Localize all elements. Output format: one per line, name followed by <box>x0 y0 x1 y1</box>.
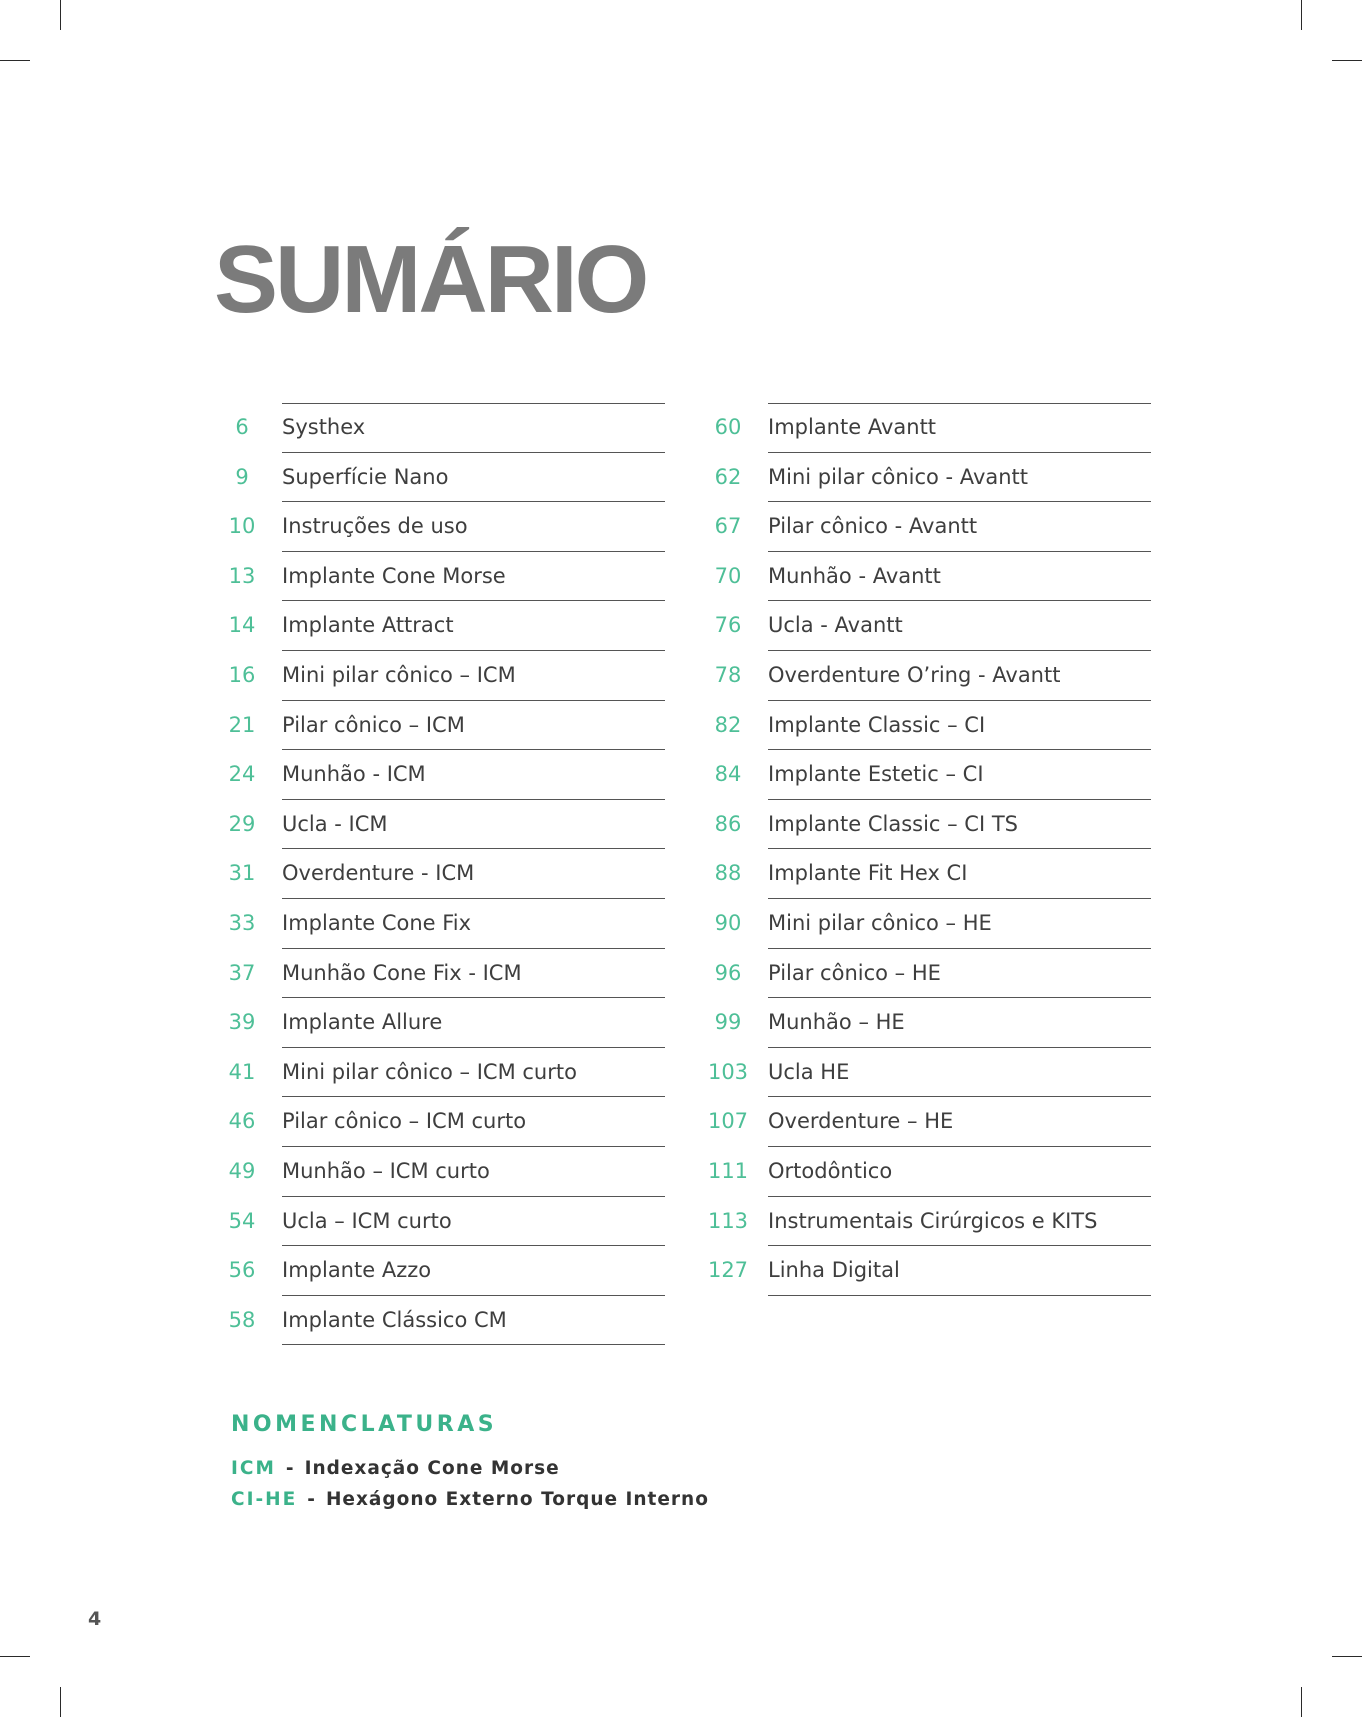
toc-page-number: 96 <box>714 960 742 985</box>
toc-page-number: 33 <box>228 910 256 935</box>
toc-page-number: 41 <box>228 1059 256 1084</box>
toc-entry-title: Implante Cone Fix <box>282 910 472 935</box>
nomenclature-description: Indexação Cone Morse <box>304 1458 560 1479</box>
toc-page-number: 78 <box>714 662 742 687</box>
toc-page-number: 14 <box>228 613 256 638</box>
toc-divider <box>282 1344 665 1345</box>
toc-page-number: 31 <box>228 861 256 886</box>
toc-page-number: 84 <box>714 762 742 787</box>
toc-page-number: 67 <box>714 514 742 539</box>
toc-page-number: 90 <box>714 910 742 935</box>
toc-page-number: 10 <box>228 514 256 539</box>
crop-mark-top-right <box>1301 0 1302 30</box>
crop-mark-bottom-right-h <box>1332 1656 1362 1657</box>
page-number: 4 <box>88 1608 102 1630</box>
crop-mark-top-left-h <box>0 60 30 61</box>
toc-entry-title: Implante Classic – CI TS <box>768 811 1018 836</box>
toc-page-number: 46 <box>228 1109 256 1134</box>
toc-entry-title: Implante Attract <box>282 613 454 638</box>
toc-page-number: 16 <box>228 662 256 687</box>
nomenclature-item <box>231 1453 709 1484</box>
toc-page-number: 86 <box>714 811 742 836</box>
nomenclature-item <box>231 1484 709 1515</box>
toc-page-number: 6 <box>235 415 249 439</box>
toc-entry-title: Munhão Cone Fix - ICM <box>282 960 522 985</box>
toc-entry-title: Pilar cônico - Avantt <box>768 514 978 539</box>
toc-page-number: 29 <box>228 811 256 836</box>
toc-entry-title: Pilar cônico – HE <box>768 960 941 985</box>
toc-entry-title: Systhex <box>282 415 366 439</box>
toc-entry-title: Ucla – ICM curto <box>282 1208 452 1233</box>
toc-page-number: 70 <box>714 563 742 588</box>
toc-page-number: 103 <box>707 1059 749 1084</box>
toc-entry-title: Overdenture – HE <box>768 1109 954 1134</box>
toc-page-number: 88 <box>714 861 742 886</box>
nomenclature-separator: - <box>285 1458 295 1479</box>
toc-page-number: 13 <box>228 563 256 588</box>
nomenclature-abbreviation: ICM <box>231 1458 276 1479</box>
crop-mark-bottom-left <box>60 1687 61 1717</box>
toc-entry-title: Ucla - Avantt <box>768 613 903 638</box>
toc-page-number: 62 <box>714 464 742 489</box>
toc-page-number: 60 <box>714 415 742 439</box>
toc-entry-title: Superfície Nano <box>282 464 449 489</box>
nomenclature-separator: - <box>307 1489 316 1510</box>
toc-entry-title: Implante Classic – CI <box>768 712 986 737</box>
toc-page-number: 49 <box>228 1158 256 1183</box>
nomenclature-abbreviation: CI-HE <box>231 1489 298 1510</box>
toc-entry-title: Munhão - ICM <box>282 762 426 787</box>
toc-entry-title: Implante Azzo <box>282 1258 432 1283</box>
toc-entry-title: Overdenture O’ring - Avantt <box>768 662 1061 687</box>
toc-entry-title: Implante Fit Hex CI <box>768 861 968 886</box>
crop-mark-bottom-left-h <box>0 1656 30 1657</box>
toc-page-number: 24 <box>228 762 256 787</box>
toc-entry-title: Overdenture - ICM <box>282 861 475 886</box>
toc-divider <box>768 1295 1151 1296</box>
nomenclature-description: Hexágono Externo Torque Interno <box>325 1489 709 1510</box>
toc-page-number: 9 <box>235 464 249 489</box>
toc-page-number: 113 <box>707 1208 749 1233</box>
toc-entry-title: Instruções de uso <box>282 514 468 539</box>
toc-entry-title: Ucla - ICM <box>282 811 388 836</box>
toc-entry-title: Pilar cônico – ICM curto <box>282 1109 527 1134</box>
toc-entry-title: Munhão – ICM curto <box>282 1158 490 1183</box>
toc-entry-title: Instrumentais Cirúrgicos e KITS <box>768 1208 1098 1233</box>
toc-entry-title: Implante Allure <box>282 1010 443 1035</box>
crop-mark-bottom-right <box>1301 1687 1302 1717</box>
toc-page-number: 111 <box>707 1158 749 1183</box>
toc-page-number: 107 <box>707 1109 749 1134</box>
crop-mark-top-right-h <box>1332 60 1362 61</box>
toc-page-number: 82 <box>714 712 742 737</box>
toc-page-number: 37 <box>228 960 256 985</box>
toc-entry-title: Implante Clássico CM <box>282 1307 507 1332</box>
crop-mark-top-left <box>60 0 61 30</box>
toc-page-number: 54 <box>228 1208 256 1233</box>
toc-page-number: 127 <box>707 1258 749 1283</box>
toc-entry-title: Mini pilar cônico – HE <box>768 910 992 935</box>
toc-page-number: 58 <box>228 1307 256 1332</box>
toc-entry-title: Implante Avantt <box>768 415 937 439</box>
toc-entry-title: Munhão - Avantt <box>768 563 941 588</box>
toc-entry-title: Pilar cônico – ICM <box>282 712 465 737</box>
nomenclature-heading: NOMENCLATURAS <box>231 1412 498 1437</box>
toc-entry-title: Implante Cone Morse <box>282 563 506 588</box>
toc-entry-title: Munhão – HE <box>768 1010 905 1035</box>
toc-entry-title: Implante Estetic – CI <box>768 762 984 787</box>
toc-entry-title: Mini pilar cônico - Avantt <box>768 464 1029 489</box>
toc-page-number: 99 <box>714 1010 742 1035</box>
toc-entry-title: Mini pilar cônico – ICM curto <box>282 1059 577 1084</box>
toc-page-number: 21 <box>228 712 256 737</box>
nomenclature-section <box>231 1412 709 1515</box>
toc-page-number: 76 <box>714 613 742 638</box>
toc-page-number: 39 <box>228 1010 256 1035</box>
toc-entry-title: Mini pilar cônico – ICM <box>282 662 516 687</box>
toc-entry-title: Ucla HE <box>768 1059 850 1084</box>
toc-entry-title: Linha Digital <box>768 1258 900 1283</box>
toc-entry-title: Ortodôntico <box>768 1158 893 1183</box>
toc-page-number: 56 <box>228 1258 256 1283</box>
page-title: SUMÁRIO <box>214 226 647 333</box>
